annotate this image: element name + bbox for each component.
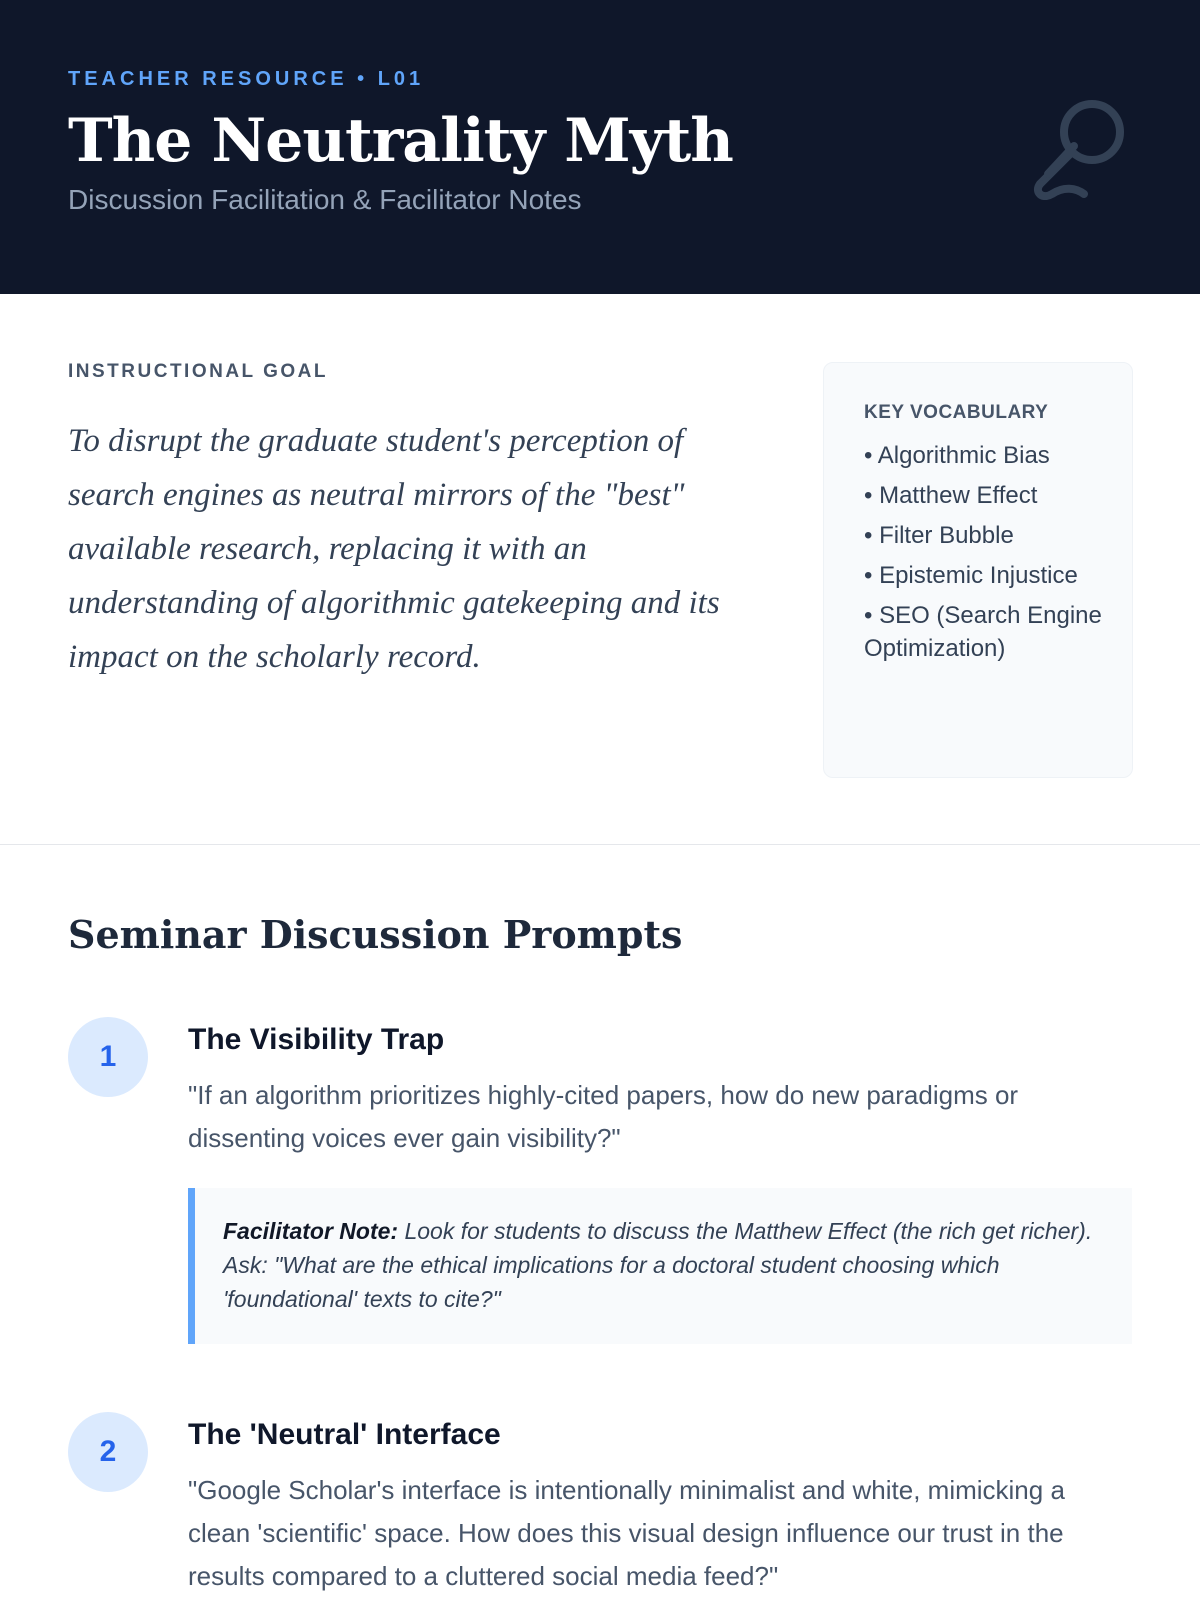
discussion-prompts-section <box>0 845 1200 1598</box>
facilitator-note-text: Look for students to discuss the Matthew Effect (the rich get richer). Ask: "What are the ethical implications for a doctoral student choosing which 'foundational' texts to cite?" <box>223 1218 1093 1312</box>
facilitator-note-label: Facilitator Note: <box>223 1218 399 1244</box>
page-subtitle: Discussion Facilitation & Facilitator Notes <box>68 184 582 215</box>
instructional-goal-section <box>0 294 1200 845</box>
prompt-title: The Visibility Trap <box>188 1023 445 1056</box>
prompt-question: "Google Scholar's interface is intentionally minimalist and white, mimicking a clean 'scientific' space. How does this visual design influence our trust in the results compared to a cluttered social media feed?" <box>188 1475 1065 1591</box>
vocabulary-item: • Epistemic Injustice <box>864 559 1102 592</box>
vocabulary-item: • SEO (Search Engine Optimization) <box>864 599 1102 665</box>
microphone-icon <box>1028 96 1128 200</box>
key-vocabulary-box <box>823 362 1133 778</box>
page-title: The Neutrality Myth <box>68 106 733 176</box>
goal-label: INSTRUCTIONAL GOAL <box>68 361 328 382</box>
vocabulary-item: • Matthew Effect <box>864 479 1102 512</box>
goal-block <box>68 360 748 684</box>
prompt-number-badge: 1 <box>68 1017 148 1097</box>
facilitator-note <box>188 1188 1132 1344</box>
prompt-item <box>68 1017 1132 1344</box>
page-header <box>0 0 1200 294</box>
prompt-title: The 'Neutral' Interface <box>188 1418 501 1451</box>
prompts-heading: Seminar Discussion Prompts <box>68 912 683 957</box>
vocabulary-item: • Algorithmic Bias <box>864 439 1102 472</box>
vocabulary-list <box>864 439 1102 665</box>
vocabulary-title: KEY VOCABULARY <box>864 402 1049 423</box>
goal-text: To disrupt the graduate student's perception of search engines as neutral mirrors of the "best" available research, replacing it with an understanding of algorithmic gatekeeping and its impact on the scholarly record. <box>68 423 720 675</box>
resource-eyebrow: TEACHER RESOURCE • L01 <box>68 68 425 90</box>
vocabulary-item: • Filter Bubble <box>864 519 1102 552</box>
prompt-question: "If an algorithm prioritizes highly-cited papers, how do new paradigms or dissenting voices ever gain visibility?" <box>188 1080 1019 1153</box>
prompt-item <box>68 1412 1132 1598</box>
prompt-number-badge: 2 <box>68 1412 148 1492</box>
